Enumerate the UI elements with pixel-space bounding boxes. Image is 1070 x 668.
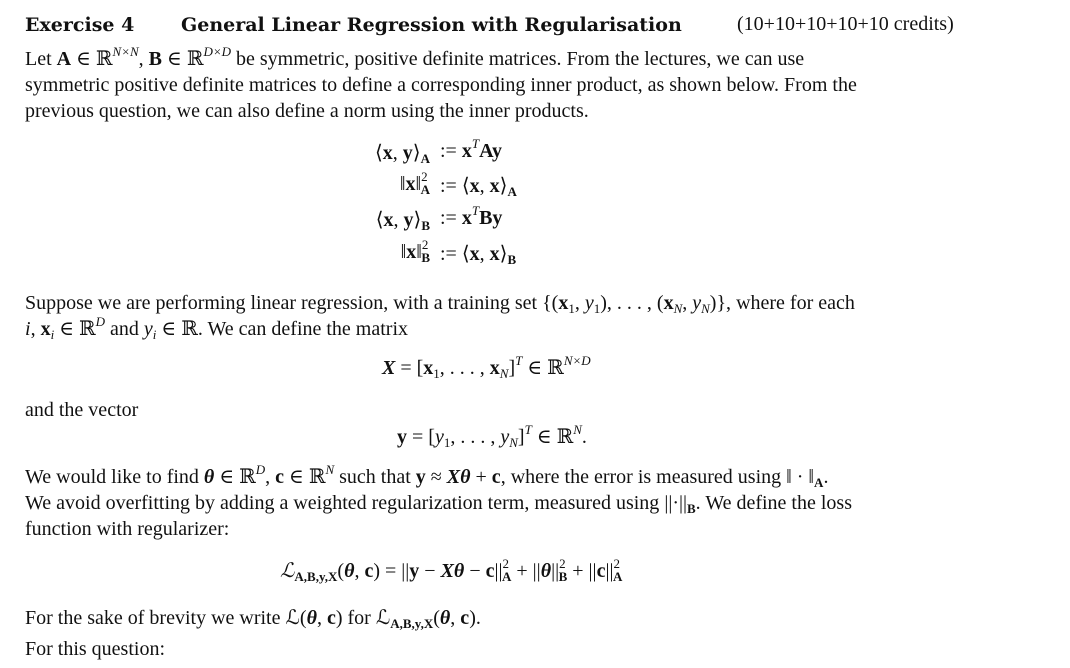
intro-desc: be symmetric, positive definite matrices. From the lectures, we can use [236,48,805,70]
exercise-number: Exercise 4 [25,14,135,36]
goal-line-1: We would like to find θ ∈ ℝ$^D$, c ∈ ℝ$^N$ such that y ≈ Xθ + c, where the error is measured using ‖ · $‖_A$. [25,462,829,490]
exercise-credits: (10+10+10+10+10 credits) [737,13,954,35]
equation-loss: ℒ$_{A,B,y,X}$(θ, $c) = ||y - X\theta - c||^2_A + ||\theta||^2_B + ||c||^2_A$ [280,556,623,584]
intro-line-2: symmetric positive definite matrices to define a corresponding inner product, as shown below. From the [25,74,857,96]
intro-matrix-spaces: A ∈ ℝ$^{N\times N}$, B ∈ ℝ$^{D\times D}$ [56,44,232,70]
equation-vector-y: $y = [y_1$, . . . , $y_N]^T$ ∈ ℝ$^N$. [397,422,587,450]
closing-line: For this question: [25,638,166,660]
intro-line-1 [25,46,804,72]
intro-let: Let [25,48,52,70]
goal-line-2: We avoid overfitting by adding a weighted regularization term, measured using $||\cdot||_B$. We define the loss [25,492,852,516]
and-vector-text: and the vector [25,399,139,421]
exercise-title: General Linear Regression with Regularisation [181,14,682,36]
equation-matrix-x: $X = [x_1$, . . . , $x_N]^T$ ∈ ℝ$^{N\times D}$ [382,353,591,381]
goal-line-3: function with regularizer: [25,518,230,540]
regression-line-1: Suppose we are performing linear regression, with a training set {($x_1$, $y_1$), . . . , ($x_N$, $y_N$)}, where for each [25,292,855,316]
regression-line-2: i, $x_i$ ∈ ℝ$^D$ and $y_i$ ∈ ℝ. We can define the matrix [25,314,409,342]
intro-line-3: previous question, we can also define a norm using the inner products. [25,100,589,122]
brevity-line: For the sake of brevity we write ℒ(θ, c) for ℒ$_{A,B,y,X}$(θ, c). [25,605,481,631]
document-page: Exercise 4 General Linear Regression with Regularisation (10+10+10+10+10 credits) Let A ∈ ℝ$^{N\times N}$, B ∈ ℝ$^{D\times D}$ be symmetric, positive definite matrices. From the lectures, we can use symmetric positive definite matrices to define a corresponding inner product, as shown below. From the previous question, we can also define a norm using the inner products. ⟨x, $y⟩_A$ := $x^TAy$ ‖x‖$^2_A$ := ⟨x, $x⟩_A$ ⟨x, $y⟩_B$ := $x^TBy$ ‖x‖$^2_B$ := ⟨x, $x⟩_B$ Suppose we are performing linear regression, with a training set {($x_1$, $y_1$), . . . , ($x_N$, $y_N$)}, where for each i, $x_i$ ∈ ℝ$^D$ and $y_i$ ∈ ℝ. We can define the matrix $X = [x_1$, . . . , $x_N]^T$ ∈ ℝ$^{N\times D}$ and the vector $y = [y_1$, . . . , $y_N]^T$ ∈ ℝ$^N$. We would like to find θ ∈ ℝ$^D$, c ∈ ℝ$^N$ such that y ≈ Xθ + c, where the error is measured using ‖ · $‖_A$. We avoid overfitting by adding a weighted regularization term, measured using $||\cdot||_B$. We define the loss function with regularizer: ℒ$_{A,B,y,X}$(θ, $c) = ||y - X\theta - c||^2_A + ||\theta||^2_B + ||c||^2_A$ For the sake of brevity we write ℒ(θ, c) for ℒ$_{A,B,y,X}$(θ, c). For this question: [25,13,954,660]
training-set: {($x_1$, $y_1$), . . . , ($x_N$, $y_N$)}, [542,292,732,316]
